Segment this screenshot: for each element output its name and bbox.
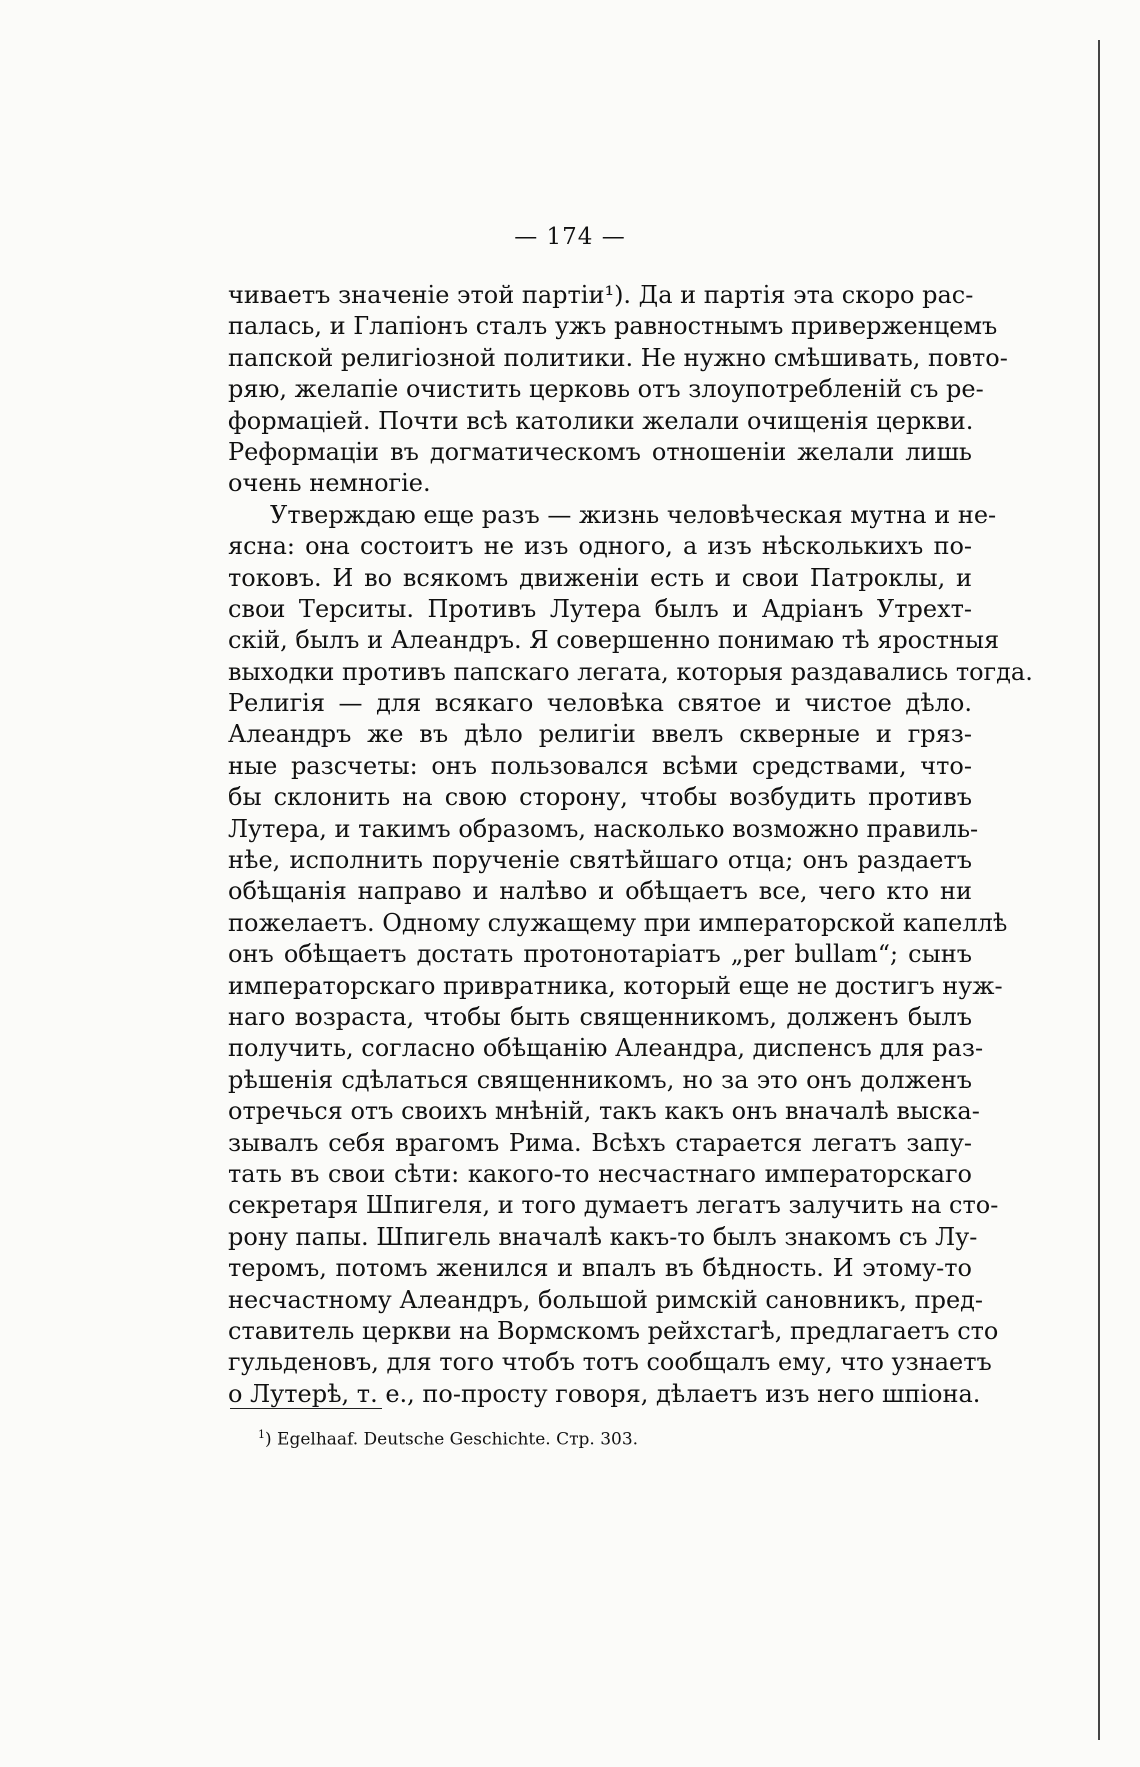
text-line: Утверждаю еще разъ — жизнь человѣческая мутна и не- bbox=[270, 500, 997, 529]
text-line: токовъ. И во всякомъ движеніи есть и свои Патроклы, и bbox=[228, 563, 972, 592]
text-line: несчастному Алеандръ, большой римскій сановникъ, пред- bbox=[228, 1285, 984, 1314]
text-line: рону папы. Шпигель вначалѣ какъ-то былъ знакомъ съ Лу- bbox=[228, 1222, 978, 1251]
footnote-text: ) Egelhaaf. Deutsche Geschichte. Стр. 303. bbox=[265, 1429, 639, 1450]
text-line: зывалъ себя врагомъ Рима. Всѣхъ старается легатъ запу- bbox=[228, 1128, 972, 1157]
footnote bbox=[258, 1428, 638, 1450]
footnote-marker: 1 bbox=[258, 1428, 265, 1441]
text-line: формаціей. Почти всѣ католики желали очищенія церкви. bbox=[228, 406, 974, 435]
text-line: ставитель церкви на Вормскомъ рейхстагѣ, предлагаетъ сто bbox=[228, 1316, 999, 1345]
footnote-separator bbox=[230, 1408, 382, 1409]
text-line: императорскаго привратника, который еще не достигъ нуж- bbox=[228, 971, 1003, 1000]
text-line: папской религіозной политики. Не нужно смѣшивать, повто- bbox=[228, 343, 1008, 372]
text-line: свои Терситы. Противъ Лутера былъ и Адріанъ Утрехт- bbox=[228, 594, 972, 623]
text-line: о Лутерѣ, т. е., по-просту говоря, дѣлаетъ изъ него шпіона. bbox=[228, 1379, 981, 1408]
text-line: теромъ, потомъ женился и впалъ въ бѣдность. И этому-то bbox=[228, 1254, 972, 1283]
text-line: наго возраста, чтобы быть священникомъ, долженъ былъ bbox=[228, 1002, 972, 1031]
text-line: рѣшенія сдѣлаться священникомъ, но за это онъ долженъ bbox=[228, 1065, 972, 1094]
body-text bbox=[228, 280, 1033, 1410]
text-line: выходки противъ папскаго легата, которыя раздавались тогда. bbox=[228, 657, 1033, 686]
text-line: Реформаціи въ догматическомъ отношеніи желали лишь bbox=[228, 437, 972, 466]
text-line: бы склонить на свою сторону, чтобы возбудить противъ bbox=[228, 783, 972, 812]
text-line: нѣе, исполнить порученіе святѣйшаго отца; онъ раздаетъ bbox=[228, 846, 972, 875]
page-number: — 174 — bbox=[514, 224, 626, 250]
text-line: ясна: она состоитъ не изъ одного, а изъ нѣсколькихъ по- bbox=[228, 532, 972, 561]
text-line: Алеандръ же въ дѣло религіи ввелъ скверные и гряз- bbox=[228, 720, 972, 749]
text-line: палась, и Глапіонъ сталъ ужъ равностнымъ приверженцемъ bbox=[228, 312, 998, 341]
page-edge-rule bbox=[1098, 40, 1100, 1740]
text-line: ряю, желапіе очистить церковь отъ злоупотребленій съ ре- bbox=[228, 375, 984, 404]
text-line: онъ обѣщаетъ достать протонотаріатъ „per bullam“; сынъ bbox=[228, 940, 972, 969]
text-line: тать въ свои сѣти: какого-то несчастнаго императорскаго bbox=[228, 1159, 972, 1188]
text-line: скій, былъ и Алеандръ. Я совершенно понимаю тѣ яростныя bbox=[228, 626, 1000, 655]
text-line: пожелаетъ. Одному служащему при императорской капеллѣ bbox=[228, 908, 1008, 937]
text-line: секретаря Шпигеля, и того думаетъ легатъ залучить на сто- bbox=[228, 1191, 999, 1220]
text-line: ные разсчеты: онъ пользовался всѣми средствами, что- bbox=[228, 751, 972, 780]
text-line: отречься отъ своихъ мнѣній, такъ какъ онъ вначалѣ выска- bbox=[228, 1097, 980, 1126]
text-line: Религія — для всякаго человѣка святое и чистое дѣло. bbox=[228, 689, 972, 718]
text-line: гульденовъ, для того чтобъ тотъ сообщалъ ему, что узнаетъ bbox=[228, 1348, 992, 1377]
text-line: очень немногіе. bbox=[228, 469, 431, 498]
text-line: чиваетъ значеніе этой партіи¹). Да и партія эта скоро рас- bbox=[228, 281, 974, 309]
text-line: получить, согласно обѣщанію Алеандра, диспенсъ для раз- bbox=[228, 1034, 984, 1063]
text-line: Лутера, и такимъ образомъ, насколько возможно правиль- bbox=[228, 814, 979, 843]
text-line: обѣщанія направо и налѣво и обѣщаетъ все, чего кто ни bbox=[228, 877, 972, 906]
